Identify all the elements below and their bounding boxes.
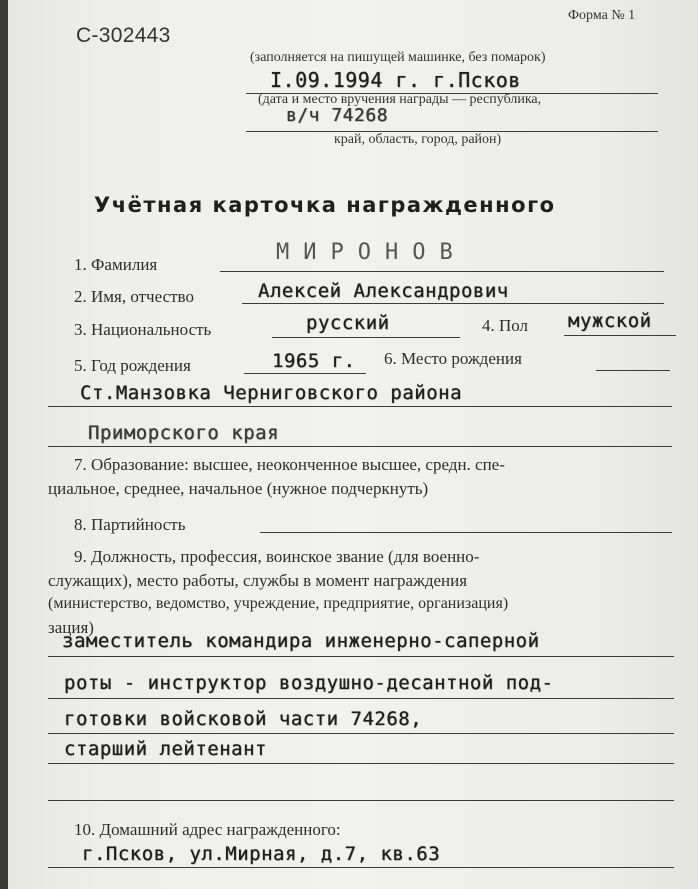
surname-label: 1. Фамилия [74,255,158,274]
position-line-4 [48,763,674,764]
form-number: Форма № 1 [568,8,636,23]
name-value: Алексей Александрович [258,280,509,302]
birth-place-value-1: Ст.Манзовка Черниговского района [80,382,463,404]
military-unit: в/ч 74268 [286,105,389,126]
award-date-hint-1: (дата и место вручения награды — республика, [258,92,542,107]
name-label: 2. Имя, отчество [74,287,194,306]
address-value: г.Псков, ул.Мирная, д.7, кв.63 [82,843,441,865]
sex-label: 4. Пол [482,316,529,335]
birth-year-line [244,373,366,374]
position-line-3 [48,733,674,734]
party-line [260,532,672,533]
party-label: 8. Партийность [74,515,186,534]
education-text-2: циальное, среднее, начальное (нужное подчеркнуть) [48,479,429,498]
birth-place-value-2: Приморского края [88,422,280,444]
position-text-4: зация) [48,618,94,637]
position-line-5 [48,800,674,801]
sex-value: мужской [568,310,652,332]
nationality-line [272,337,460,338]
name-line [242,303,664,304]
sex-line [564,335,676,336]
award-record-card [8,0,698,889]
page-title: Учётная карточка награжденного [94,193,556,217]
position-value-1: заместитель командира инженерно-саперной [62,630,540,652]
serial-number: С-302443 [76,24,171,47]
position-value-4: старший лейтенант [64,738,267,760]
position-line-1 [48,656,674,657]
position-value-2: роты - инструктор воздушно-десантной под- [64,672,554,694]
birth-year-value: 1965 г. [272,350,356,372]
nationality-label: 3. Национальность [74,320,212,339]
birth-place-line-head [596,370,670,371]
birth-place-label: 6. Место рождения [384,349,522,368]
position-text-3: (министерство, ведомство, учреждение, предприятие, организация) [48,595,509,612]
birth-year-label: 5. Год рождения [74,356,191,375]
nationality-value: русский [306,312,390,334]
typewriter-note: (заполняется на пишущей машинке, без помарок) [250,50,546,65]
position-text-2: служащих), место работы, службы в момент награждения [48,571,468,590]
award-date-hint-2: край, область, город, район) [334,132,502,147]
surname-line [220,271,664,272]
award-date-place: I.09.1994 г. г.Псков [270,68,521,92]
birth-place-line-2 [48,446,672,447]
position-line-2 [48,698,674,699]
address-label: 10. Домашний адрес награжденного: [74,820,341,839]
education-text-1: 7. Образование: высшее, неоконченное высшее, средн. спе- [74,455,505,474]
birth-place-line-1 [48,406,672,407]
surname-value: МИРОНОВ [276,240,467,265]
position-value-3: готовки войсковой части 74268, [64,708,423,730]
position-text-1: 9. Должность, профессия, воинское звание (для военно- [74,547,480,566]
address-line [48,867,674,868]
